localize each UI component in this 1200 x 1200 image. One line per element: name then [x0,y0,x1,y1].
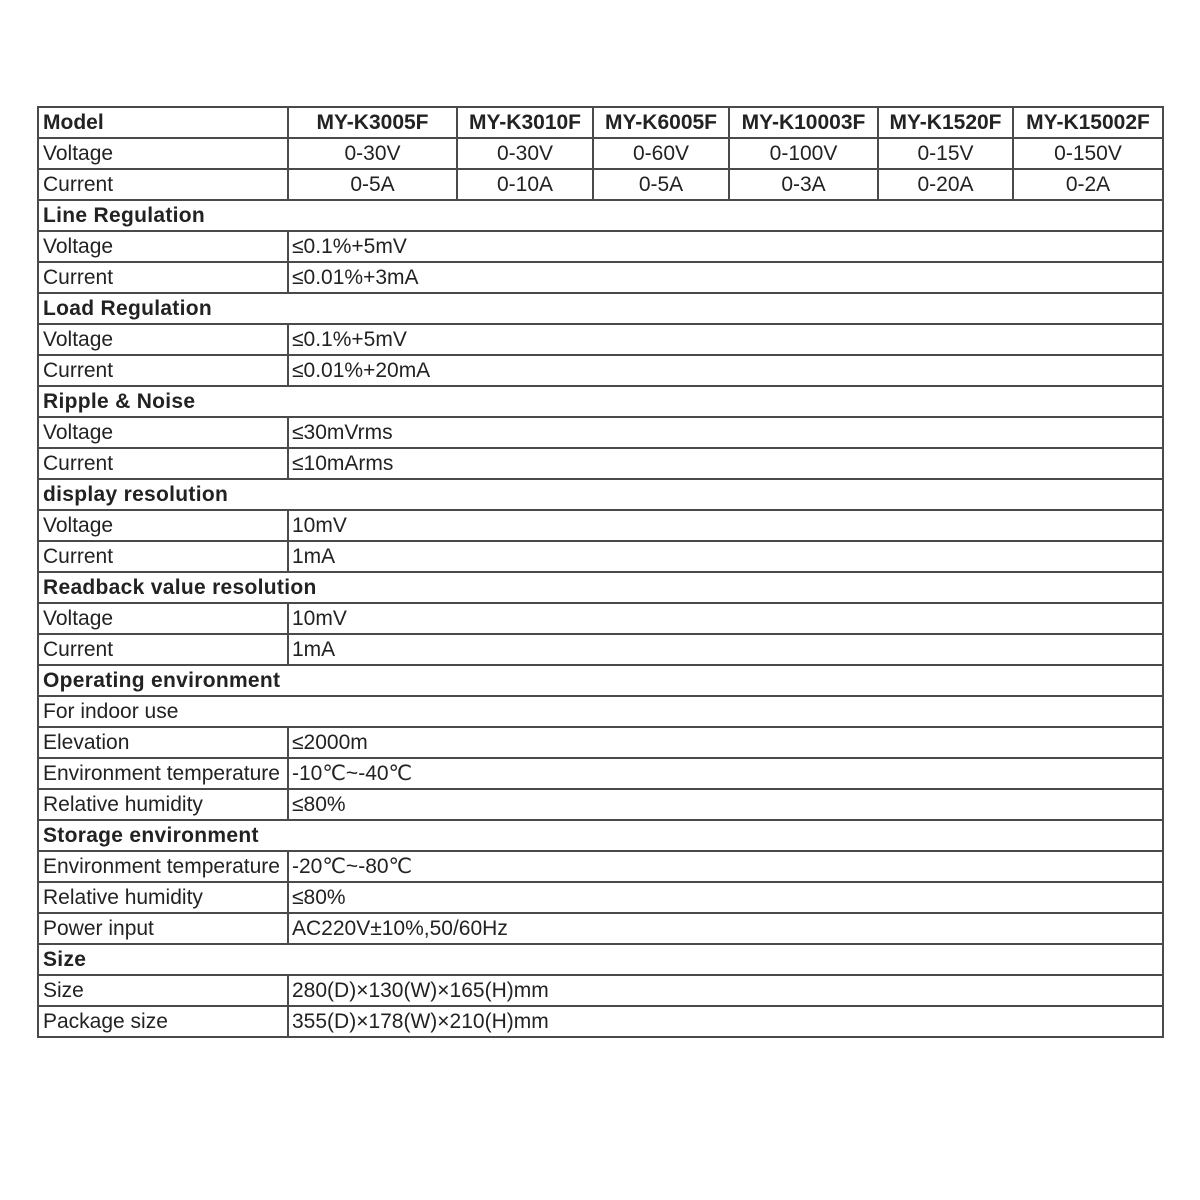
table-row [38,789,1163,820]
spec-label: Current [38,541,288,572]
rating-value: 0-5A [288,169,457,200]
table-row [38,603,1163,634]
rating-value: 0-2A [1013,169,1163,200]
spec-label: Environment temperature [38,851,288,882]
rating-label: Voltage [38,138,288,169]
spec-value: ≤0.01%+3mA [288,262,1163,293]
rating-row-voltage [38,138,1163,169]
rating-value: 0-30V [288,138,457,169]
table-row [38,975,1163,1006]
table-row [38,324,1163,355]
table-row [38,913,1163,944]
table-row [38,882,1163,913]
spec-label: Voltage [38,603,288,634]
spec-label: Environment temperature [38,758,288,789]
table-row [38,758,1163,789]
section-header-display-resolution [38,479,1163,510]
rating-row-current [38,169,1163,200]
spec-value: 1mA [288,634,1163,665]
spec-label: Package size [38,1006,288,1037]
section-header-line-regulation [38,200,1163,231]
model-name: MY-K6005F [593,107,729,138]
model-name: MY-K1520F [878,107,1013,138]
spec-label: Voltage [38,231,288,262]
model-name: MY-K3010F [457,107,593,138]
spec-label: Power input [38,913,288,944]
spec-value: -10℃~-40℃ [288,758,1163,789]
table-row [38,355,1163,386]
spec-label: Size [38,975,288,1006]
spec-value: AC220V±10%,50/60Hz [288,913,1163,944]
spec-label: Current [38,262,288,293]
spec-value: -20℃~-80℃ [288,851,1163,882]
section-header-load-regulation [38,293,1163,324]
spec-table [37,106,1164,1038]
table-row [38,262,1163,293]
section-note-row [38,696,1163,727]
rating-value: 0-3A [729,169,878,200]
spec-label: Current [38,448,288,479]
table-row [38,634,1163,665]
spec-label: Current [38,355,288,386]
section-title: Operating environment [38,665,1163,696]
model-label: Model [38,107,288,138]
spec-label: Voltage [38,510,288,541]
spec-value: 10mV [288,510,1163,541]
section-title: display resolution [38,479,1163,510]
table-row [38,231,1163,262]
table-row [38,851,1163,882]
rating-label: Current [38,169,288,200]
section-title: Load Regulation [38,293,1163,324]
table-row [38,510,1163,541]
spec-label: Voltage [38,417,288,448]
spec-value: 280(D)×130(W)×165(H)mm [288,975,1163,1006]
spec-value: ≤0.1%+5mV [288,324,1163,355]
rating-value: 0-15V [878,138,1013,169]
section-header-readback-value-resolution [38,572,1163,603]
table-row [38,727,1163,758]
table-row [38,417,1163,448]
spec-label: Relative humidity [38,789,288,820]
rating-value: 0-150V [1013,138,1163,169]
model-name: MY-K10003F [729,107,878,138]
spec-value: ≤0.1%+5mV [288,231,1163,262]
rating-value: 0-20A [878,169,1013,200]
model-header-row [38,107,1163,138]
spec-value: 355(D)×178(W)×210(H)mm [288,1006,1163,1037]
model-name: MY-K3005F [288,107,457,138]
spec-label: Voltage [38,324,288,355]
section-title: Readback value resolution [38,572,1163,603]
section-note: For indoor use [38,696,1163,727]
section-title: Size [38,944,1163,975]
spec-label: Relative humidity [38,882,288,913]
spec-table-container [37,106,1162,1038]
spec-value: 1mA [288,541,1163,572]
spec-label: Elevation [38,727,288,758]
spec-label: Current [38,634,288,665]
rating-value: 0-30V [457,138,593,169]
section-title: Line Regulation [38,200,1163,231]
section-header-operating-environment [38,665,1163,696]
spec-value: ≤80% [288,789,1163,820]
rating-value: 0-5A [593,169,729,200]
section-title: Ripple & Noise [38,386,1163,417]
section-header-size [38,944,1163,975]
table-row [38,1006,1163,1037]
spec-value: ≤80% [288,882,1163,913]
spec-value: ≤0.01%+20mA [288,355,1163,386]
table-row [38,448,1163,479]
spec-value: 10mV [288,603,1163,634]
table-row [38,541,1163,572]
section-title: Storage environment [38,820,1163,851]
rating-value: 0-60V [593,138,729,169]
spec-value: ≤10mArms [288,448,1163,479]
section-header-ripple-noise [38,386,1163,417]
spec-value: ≤30mVrms [288,417,1163,448]
rating-value: 0-100V [729,138,878,169]
spec-value: ≤2000m [288,727,1163,758]
section-header-storage-environment [38,820,1163,851]
spec-table-body [38,107,1163,1037]
model-name: MY-K15002F [1013,107,1163,138]
rating-value: 0-10A [457,169,593,200]
